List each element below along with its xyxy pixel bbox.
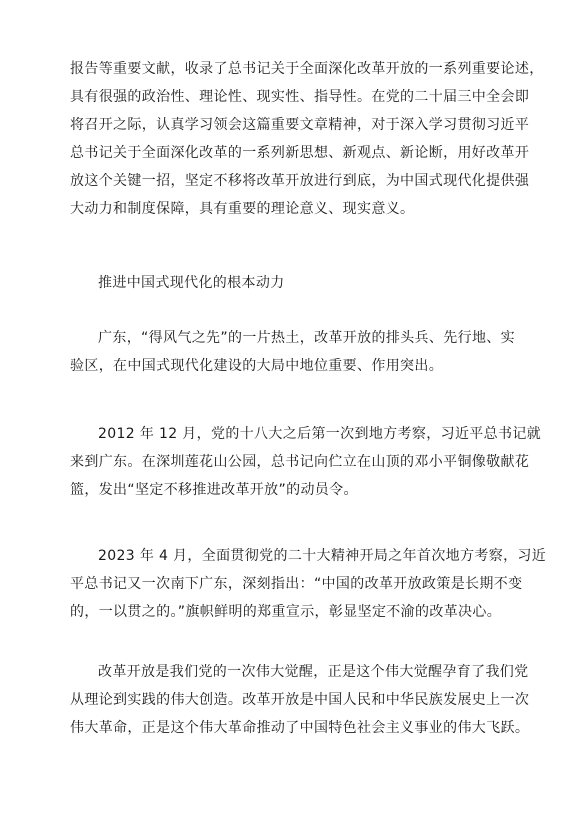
paragraph-line: 来到广东。在深圳莲花山公园，总书记向伫立在山顶的邓小平铜像敬献花 <box>70 454 530 470</box>
paragraph-intro <box>70 55 544 223</box>
paragraph-line: 2023 年 4 月，全面贯彻党的二十大精神开局之年首次地方考察，习近 <box>98 548 547 564</box>
paragraph-line: 从理论到实践的伟大创造。改革开放是中国人民和中华民族发展史上一次 <box>70 692 530 708</box>
paragraph-line: 放这个关键一招，坚定不移将改革开放进行到底，为中国式现代化提供强 <box>70 173 530 189</box>
paragraph-line: 篮，发出“坚定不移推进改革开放”的动员令。 <box>70 482 358 498</box>
heading-text: 推进中国式现代化的根本动力 <box>98 275 285 291</box>
paragraph-line: 具有很强的政治性、理论性、现实性、指导性。在党的二十届三中全会即 <box>70 89 530 105</box>
paragraph-line: 广东，“得风气之先”的一片热土，改革开放的排头兵、先行地、实 <box>98 330 516 346</box>
section-heading <box>70 269 514 297</box>
paragraph-line: 将召开之际，认真学习领会这篇重要文章精神，对于深入学习贯彻习近平 <box>70 117 530 133</box>
paragraph-line: 改革开放是我们党的一次伟大觉醒，正是这个伟大觉醒孕育了我们党 <box>98 664 529 680</box>
paragraph-awakening <box>70 658 530 742</box>
paragraph-line: 2012 年 12 月，党的十八大之后第一次到地方考察，习近平总书记就 <box>98 426 542 442</box>
paragraph-line: 平总书记又一次南下广东，深刻指出：“中国的改革开放政策是长期不变 <box>70 576 523 592</box>
paragraph-line: 伟大革命，正是这个伟大革命推动了中国特色社会主义事业的伟大飞跃。 <box>70 720 530 736</box>
paragraph-line: 验区，在中国式现代化建设的大局中地位重要、作用突出。 <box>70 358 444 374</box>
paragraph-line: 的，一以贯之的。”旗帜鲜明的郑重宣示，彰显坚定不渝的改革决心。 <box>70 604 502 620</box>
paragraph-guangdong <box>70 324 514 380</box>
paragraph-line: 大动力和制度保障，具有重要的理论意义、现实意义。 <box>70 201 415 217</box>
paragraph-visit-2023 <box>70 542 547 626</box>
paragraph-line: 报告等重要文献，收录了总书记关于全面深化改革开放的一系列重要论述， <box>70 61 544 77</box>
paragraph-visit-2012 <box>70 420 542 504</box>
paragraph-line: 总书记关于全面深化改革的一系列新思想、新观点、新论断，用好改革开 <box>70 145 530 161</box>
